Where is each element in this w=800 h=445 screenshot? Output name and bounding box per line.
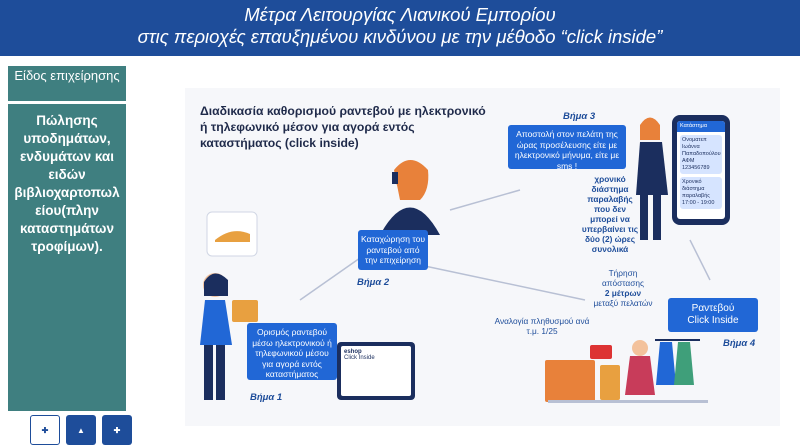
laptop-title: Click Inside [344, 355, 375, 361]
business-type-label: Είδος επιχείρησης [8, 66, 126, 102]
phone-illustration [672, 115, 730, 225]
phone-line: Χρονικό διάστημα παραλαβής [682, 179, 710, 199]
step4-box-line1: Ραντεβού [691, 303, 735, 314]
diagram-title: Διαδικασία καθορισμού ραντεβού με ηλεκτρονικό ή τηλεφωνικό μέσον για αγορά εντός καταστήματος (click inside) [200, 104, 486, 150]
woman-phone-icon [380, 160, 440, 235]
step1-label: Βήμα 1 [250, 392, 283, 403]
laptop-screen [341, 346, 411, 396]
phone-line: 123456789 [682, 165, 710, 171]
step4-label: Βήμα 4 [723, 338, 756, 349]
shop-scene-icon [545, 340, 708, 403]
distance-note-bold: 2 μέτρων [604, 288, 642, 298]
header-title-line2: στις περιοχές επαυξημένου κινδύνου με την μέθοδο “click inside” [137, 26, 663, 47]
distance-note-text: Τήρηση απόστασης [602, 268, 644, 288]
header-title-line1: Μέτρα Λειτουργίας Λιανικού Εμπορίου [244, 4, 556, 25]
ratio-note: Αναλογία πληθυσμού ανά τ.μ. 1/25 [494, 316, 590, 336]
laptop-illustration [337, 342, 415, 400]
distance-note-tail: μεταξύ πελατών [593, 298, 653, 308]
step2-box: Καταχώρηση του ραντεβού από την επιχείρηση [358, 230, 428, 270]
step3-note: χρονικό διάστημα παραλαβής που δεν μπορεί να υπερβαίνει τις δύο (2) ώρες συνολικά [581, 174, 639, 254]
step1-box: Ορισμός ραντεβού μέσω ηλεκτρονικού ή τηλεφωνικού μέσου για αγορά εντός καταστήματος [247, 323, 337, 380]
step3-box: Αποστολή στον πελάτη της ώρας προσέλευσης είτε με ηλεκτρονικό μήνυμα, είτε με sms ! [508, 125, 626, 169]
region-logo: ▲ [66, 415, 96, 445]
phone-line: Ιωάννα [682, 144, 700, 150]
business-type-value: Πώλησης υποδημάτων, ενδυμάτων και ειδών βιβλιοχαρτοπωλείου(πλην καταστημάτων τροφίμων). [8, 104, 126, 411]
cross-logo: ✚ [102, 415, 132, 445]
phone-line: ΑΦΜ [682, 158, 695, 164]
phone-line: 17:00 - 19:00 [682, 200, 715, 206]
step3-label: Βήμα 3 [563, 111, 596, 122]
phone-header: Κατάστημα [677, 121, 725, 132]
phone-screen [677, 121, 725, 219]
distance-note [593, 268, 653, 308]
woman-phone-walking-icon [636, 118, 668, 241]
phone-line: Παπαδοπούλου [682, 151, 721, 157]
step2-label: Βήμα 2 [357, 277, 390, 288]
phone-line: Ονοματεπ [682, 137, 707, 143]
step4-box-line2: Click Inside [687, 315, 739, 326]
greek-republic-logo: ✚ [30, 415, 60, 445]
step4-box [668, 298, 758, 332]
laptop-brand: eshop [344, 349, 362, 355]
